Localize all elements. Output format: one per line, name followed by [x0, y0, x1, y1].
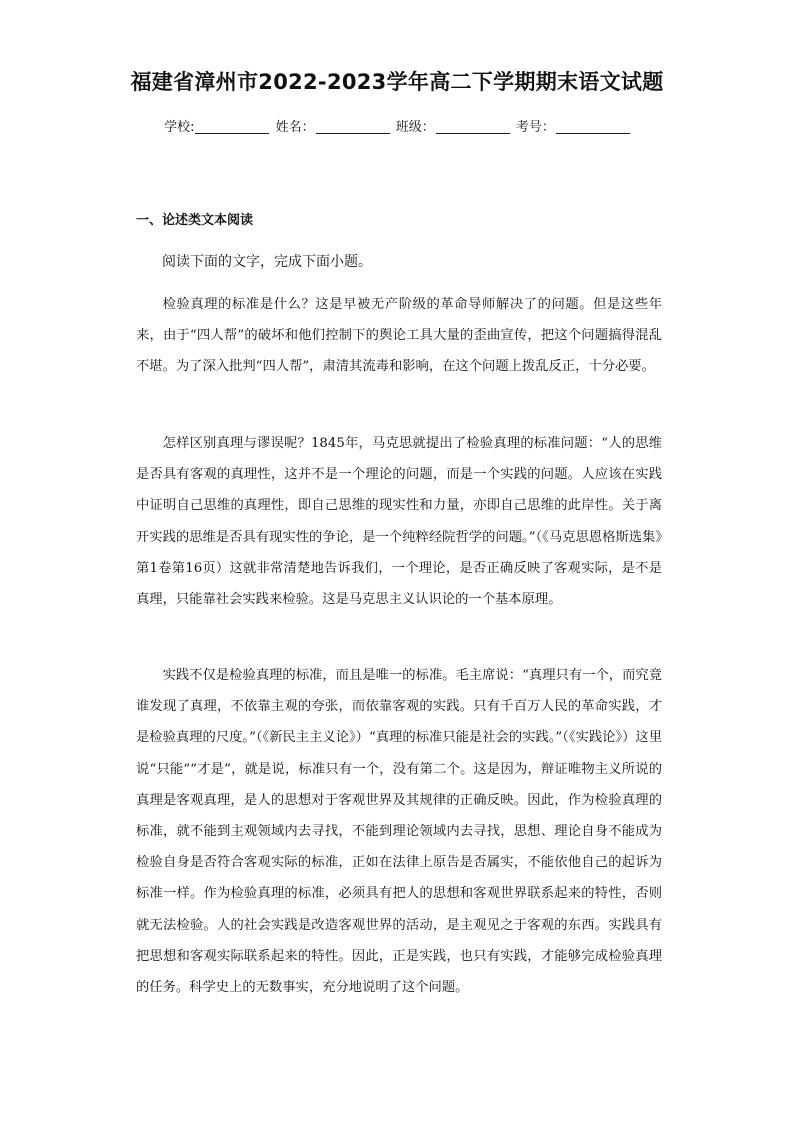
school-field	[164, 118, 269, 138]
school-blank	[195, 119, 269, 134]
passage-paragraph-2: 怎样区别真理与谬误呢？1845年，马克思就提出了检验真理的标准问题：“人的思维是否具有客观的真理性，这并不是一个理论的问题，而是一个实践的问题。人应该在实践中证明自己思维的真理性，即自己思维的现实性和力量，亦即自己思维的此岸性。关于离开实践的思维是否具有现实性的争论，是一个纯粹经院哲学的问题。”（《马克思恩格斯选集》第1卷第16页）这就非常清楚地告诉我们，一个理论，是否正确反映了客观实际，是不是真理，只能靠社会实践来检验。这是马克思主义认识论的一个基本原理。	[136, 436, 662, 608]
reading-instruction: 阅读下面的文字，完成下面小题。	[162, 254, 372, 270]
exam-number-blank	[556, 119, 630, 134]
name-field	[276, 118, 390, 138]
passage-paragraph-3: 实践不仅是检验真理的标准，而且是唯一的标准。毛主席说：“真理只有一个，而究竟谁发现了真理，不依靠主观的夸张，而依靠客观的实践。只有千百万人民的革命实践，才是检验真理的尺度。”（《新民主主义论》）“真理的标准只能是社会的实践。”（《实践论》）这里说“只能”“才是”，就是说，标准只有一个，没有第二个。这是因为，辩证唯物主义所说的真理是客观真理，是人的思想对于客观世界及其规律的正确反映。因此，作为检验真理的标准，就不能到主观领域内去寻找，不能到理论领域内去寻找，思想、理论自身不能成为检验自身是否符合客观实际的标准，正如在法律上原告是否属实，不能依他自己的起诉为标准一样。作为检验真理的标准，必须具有把人的思想和客观世界联系起来的特性，否则就无法检验。人的社会实践是改造客观世界的活动，是主观见之于客观的东西。实践具有把思想和客观实际联系起来的特性。因此，正是实践，也只有实践，才能够完成检验真理的任务。科学史上的无数事实，充分地说明了这个问题。	[136, 668, 662, 996]
student-info-row	[0, 118, 794, 138]
exam-number-label: 考号：	[515, 120, 555, 135]
exam-number-field	[516, 118, 630, 138]
name-label: 姓名：	[275, 120, 315, 135]
class-label: 班级：	[395, 120, 435, 135]
passage-paragraph-1: 检验真理的标准是什么？这是早被无产阶级的革命导师解决了的问题。但是这些年来，由于“四人帮”的破坏和他们控制下的舆论工具大量的歪曲宣传，把这个问题搞得混乱不堪。为了深入批判“四人帮”，肃清其流毒和影响，在这个问题上拨乱反正，十分必要。	[136, 297, 662, 375]
name-blank	[316, 119, 390, 134]
class-blank	[436, 119, 510, 134]
class-field	[396, 118, 510, 138]
section-heading: 一、论述类文本阅读	[136, 213, 254, 228]
document-title: 福建省漳州市2022-2023学年高二下学期期末语文试题	[130, 70, 664, 94]
school-label: 学校:	[164, 120, 195, 135]
